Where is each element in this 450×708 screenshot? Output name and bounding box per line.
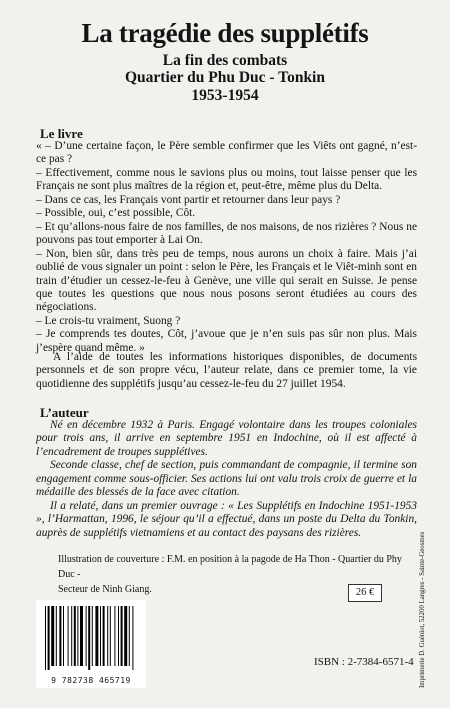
summary-paragraph: A l’aide de toutes les informations historiques disponibles, de documents personnels et de son propre vécu, l’auteur relate, dans ce premier tome, la vie quotidienne des supplétifs jusqu’au cessez-le-feu du 27 juillet 1954. [36,351,417,390]
dialogue-line: – Le crois-tu vraiment, Suong ? [36,314,181,327]
bio-paragraph: Né en décembre 1932 à Paris. Engagé volontaire dans les troupes coloniales pour trois ans, il arrive en septembre 1951 en Indochine, où il est affecté à l’encadrement de troupes supplétives. [36,419,417,458]
barcode [36,600,146,688]
dialogue-excerpt [36,140,417,355]
caption-line: Illustration de couverture : F.M. en position à la pagode de Ha Thon - Quartier du Phy Duc - [58,554,402,580]
dialogue-line: – Et qu’allons-nous faire de nos familles, de nos maisons, de nos rizières ? Nous ne pouvons pas tout emporter à Lai On. [36,220,417,247]
livre-heading: Le livre [40,126,83,141]
printer-credit: Imprimerie D. Guéniot, 52200 Langres - Sainte-Geosmes [419,531,426,688]
book-subtitle: La fin des combats [162,52,288,69]
dialogue-line: – Non, bien sûr, dans très peu de temps, nous aurons un choix à faire. Mais j’ai oublié de vous signaler un point : selon le Père, les Français et le Viêt-minh sont en train d’étudier un cessez-le-feu à Genève, une ville qui serait en Suisse. Je pense que toutes les questions que nous nous posons seront étudiées au cours des négociations. [36,247,417,314]
price-tag: 26 € [348,584,382,602]
caption-line: Secteur de Ninh Giang. [58,584,152,595]
barcode-number: 9 782738 465719 [51,676,131,685]
dialogue-line: – Effectivement, comme nous le savions plus ou moins, tout laisse penser que les Français ne sont plus maîtres de la région et, peut-être, même plus du Delta. [36,166,417,193]
dialogue-line: – Dans ce cas, les Français vont partir et retourner dans leur pays ? [36,193,341,206]
book-title: La tragédie des supplétifs [81,18,369,48]
book-location: Quartier du Phu Duc - Tonkin [125,69,325,86]
dialogue-line: – Possible, oui, c’est possible, Côt. [36,207,196,220]
book-years: 1953-1954 [191,87,259,104]
isbn: ISBN : 2-7384-6571-4 [314,656,414,668]
author-bio [36,419,417,540]
bio-paragraph: Il a relaté, dans un premier ouvrage : « Les Supplétifs en Indochine 1951-1953 », l’Harmattan, 1996, le séjour qu’il a effectué, dans un poste du Delta du Tonkin, auprès de supplétifs vietnamiens et au contact des paysans des rizières. [36,499,417,539]
bio-paragraph: Seconde classe, chef de section, puis commandant de compagnie, il termine son engagement comme sous-officier. Ses actions lui ont valu trois croix de guerre et la médaille des blessés de la face avec citation. [36,459,417,499]
book-summary [36,351,417,391]
dialogue-line: « – D’une certaine façon, le Père semble confirmer que les Viêts ont gagné, n’est-ce pas ? [36,140,417,166]
auteur-heading: L’auteur [40,405,89,420]
barcode-icon [42,606,140,674]
dialogue-line: – Je comprends tes doutes, Côt, j’avoue que je n’en suis pas sûr non plus. Mais j’espère quand même. » [36,328,417,354]
